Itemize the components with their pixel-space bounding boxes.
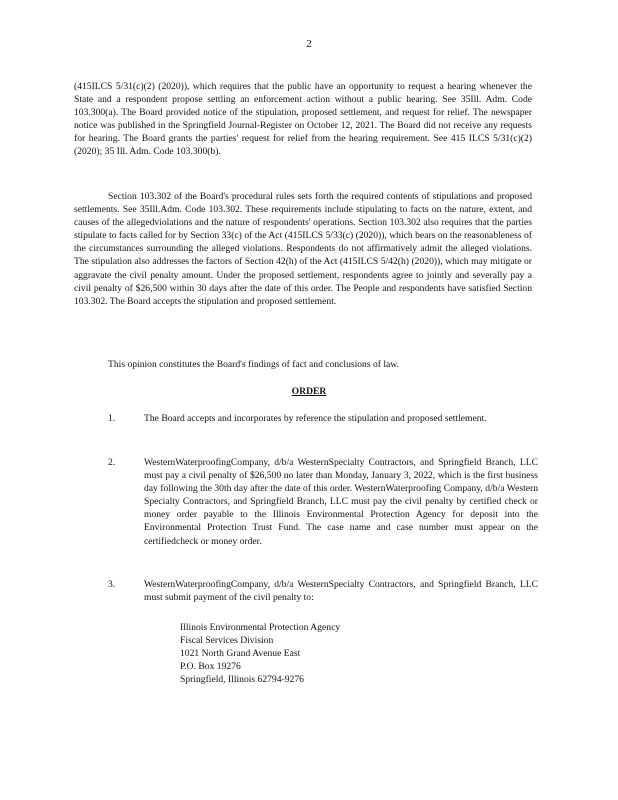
order-item-number: 2. (108, 457, 116, 468)
paragraph-public-hearing: (415ILCS 5/31(c)(2) (2020)), which requires that the public have an opportunity to request a hearing whenever the State and a respondent propose settling an enforcement action without a public hearing. See 35Ill. Adm. Code 103.300(a). The Board provided notice of the stipulation, proposed settlement, and request for relief. The newspaper notice was published in the Springfield Journal-Register on October 12, 2021. The Board did not receive any requests for hearing. The Board grants the parties' request for relief from the hearing requirement. See 415 ILCS 5/31(c)(2) (2020); 35 Ill. Adm. Code 103.300(b). (74, 81, 532, 158)
paragraph-section-103-302: Section 103.302 of the Board's procedural rules sets forth the required contents of stipulations and proposed settlements. See 35Ill.Adm. Code 103.302. These requirements include stipulating to facts on the nature, extent, and causes of the allegedviolations and the nature of respondents' operations. Section 103.302 also requires that the parties stipulate to facts called for by Section 33(c) of the Act (415ILCS 5/33(c) (2020)), which bears on the reasonableness of the circumstances surrounding the alleged violations. Respondents do not affirmatively admit the alleged violations. The stipulation also addresses the factors of Section 42(h) of the Act (415ILCS 5/42(h) (2020)), which may mitigate or aggravate the civil penalty amount. Under the proposed settlement, respondents agree to jointly and severally pay a civil penalty of $26,500 within 30 days after the date of this order. The People and respondents have satisfied Section 103.302. The Board accepts the stipulation and proposed settlement. (74, 191, 532, 307)
order-item-text: WesternWaterproofingCompany, d/b/a WesternSpecialty Contractors, and Springfield Branch, LLC must submit payment of the civil penalty to: (144, 579, 538, 604)
page-number: 2 (306, 38, 312, 50)
order-item-text: The Board accepts and incorporates by reference the stipulation and proposed settlement. (144, 413, 487, 424)
address-line: Springfield, Illinois 62794-9276 (180, 674, 304, 686)
order-item-number: 1. (108, 413, 116, 424)
address-line: Illinois Environmental Protection Agency (180, 622, 341, 633)
payment-address (180, 621, 340, 686)
address-line: P.O. Box 19276 (180, 661, 241, 673)
order-item-text: WesternWaterproofingCompany, d/b/a WesternSpecialty Contractors, and Springfield Branch, LLC must pay a civil penalty of $26,500 no later than Monday, January 3, 2022, which is the first business day following the 30th day after the date of this order. WesternWaterproofing Company, d/b/a Western Specialty Contractors, and Springfield Branch, LLC must pay the civil penalty by certified check or money order payable to the Illinois Environmental Protection Agency for deposit into the Environmental Protection Trust Fund. The case name and case number must appear on the certifiedcheck or money order. (144, 457, 538, 547)
order-item-number: 3. (108, 579, 116, 590)
address-line: 1021 North Grand Avenue East (180, 648, 301, 660)
paragraph-findings: This opinion constitutes the Board's findings of fact and conclusions of law. (108, 359, 400, 370)
address-line: Fiscal Services Division (180, 635, 274, 647)
order-heading: ORDER (291, 386, 327, 397)
